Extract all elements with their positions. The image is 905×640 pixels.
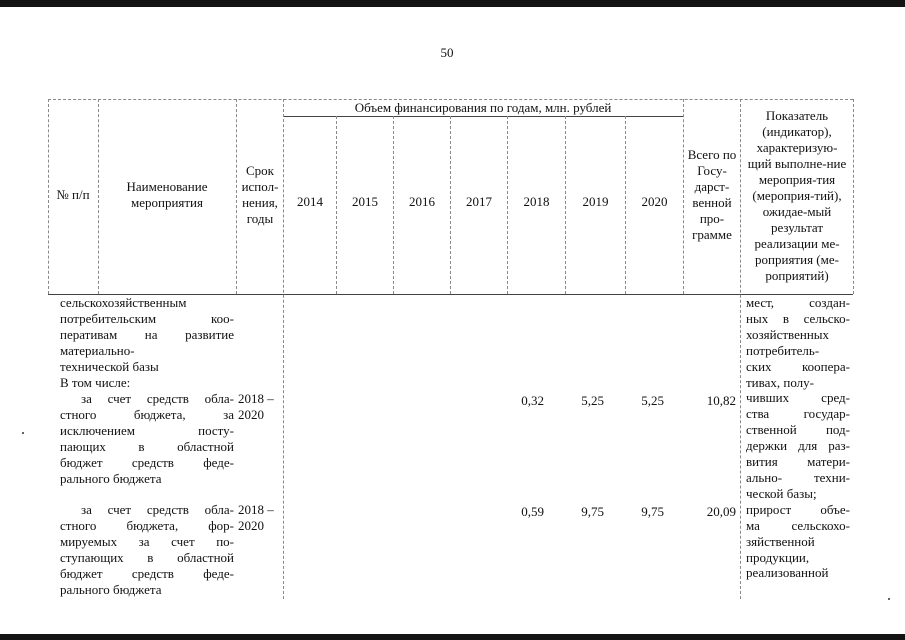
name-line: за счет средств обла-: [81, 391, 234, 406]
indicator-line: ческой базы;: [746, 485, 817, 501]
header-name: [100, 170, 234, 220]
indicator-line: чивших сред-: [746, 390, 850, 406]
name-line: стного бюджета, за: [60, 406, 234, 422]
term-line: 2020: [238, 406, 264, 422]
col-line: [853, 99, 854, 294]
row-2-value-2018: 0,59: [521, 504, 544, 519]
indicator-line: зяйственной: [746, 533, 815, 549]
name-line: пающих в областной: [60, 438, 234, 454]
name-line: мируемых за счет по-: [60, 533, 234, 549]
indicator-line: хозяйственных: [746, 326, 830, 342]
indicator-line: тивах, полу-: [746, 374, 814, 390]
name-line: рального бюджета: [60, 581, 162, 597]
name-line: ступающих в областной: [60, 549, 234, 565]
name-line: за счет средств обла-: [81, 502, 234, 517]
row-1-value-2020: 5,25: [641, 393, 664, 408]
indicator-line: ства государ-: [746, 406, 850, 422]
name-line: потребительским коо-: [60, 310, 234, 326]
indicator-line: ских коопера-: [746, 358, 850, 374]
scan-speck: [22, 432, 24, 434]
header-year-2016: 2016: [409, 194, 435, 209]
indicator-line: вития матери-: [746, 454, 850, 470]
indicator-line: ально- техни-: [746, 469, 850, 485]
header-year-2017: 2017: [466, 194, 492, 209]
row-2-value-2020: 9,75: [641, 504, 664, 519]
row-1-total: 10,82: [706, 393, 736, 408]
header-no: № п/п: [56, 187, 90, 202]
indicator-line: держки для раз-: [746, 438, 850, 454]
name-line: сельскохозяйственным: [60, 295, 187, 310]
page-number: 50: [440, 45, 454, 60]
term-line: 2018 –: [238, 502, 274, 517]
bottom-border: [0, 634, 905, 640]
top-border: [0, 0, 905, 7]
row-2-total: 20,09: [706, 504, 736, 519]
header-total-text: Всего по Госу-дарст-венной про-грамме: [687, 147, 737, 242]
header-year-2019: 2019: [582, 194, 609, 209]
header-year-2018: 2018: [523, 194, 550, 209]
term-line: 2018 –: [238, 391, 274, 406]
scan-speck: [888, 598, 890, 600]
indicator-text: [746, 295, 850, 581]
row-1-term: [238, 391, 274, 423]
name-line: перативам на развитие: [60, 326, 234, 342]
col-line: [236, 99, 237, 294]
measure-name: [60, 295, 234, 390]
indicator-line: продукции,: [746, 549, 810, 565]
row-2-term: [238, 502, 274, 534]
indicator-line: ных в сельско-: [746, 310, 850, 326]
col-line: [283, 99, 284, 599]
indicator-line: ма сельскохо-: [746, 517, 850, 533]
name-line: бюджет средств феде-: [60, 565, 234, 581]
header-year-2015: 2015: [352, 194, 378, 209]
row-2-value-2019: 9,75: [581, 504, 604, 519]
name-line: исключением посту-: [60, 422, 234, 438]
name-line: В том числе:: [60, 374, 131, 390]
header-total: [684, 140, 740, 250]
name-line: бюджет средств феде-: [60, 454, 234, 470]
header-funding-title: Объем финансирования по годам, млн. рублей: [354, 99, 612, 115]
row-1-value-2018: 0,32: [521, 393, 544, 408]
indicator-line: реализованной: [746, 565, 829, 581]
name-line: рального бюджета: [60, 470, 162, 486]
row-2-name: [60, 502, 234, 597]
header-term: [238, 150, 282, 240]
row-1-name: [60, 391, 234, 486]
indicator-line: потребитель-: [746, 342, 820, 358]
indicator-line: мест, создан-: [746, 295, 850, 310]
header-term-text: Срок испол-нения, годы: [241, 163, 279, 226]
col-line: [48, 99, 49, 294]
name-line: стного бюджета, фор-: [60, 517, 234, 533]
term-line: 2020: [238, 517, 264, 533]
funding-sub-line: [283, 116, 683, 117]
header-year-2014: 2014: [297, 194, 323, 209]
row-1-value-2019: 5,25: [581, 393, 604, 408]
col-line: [98, 99, 99, 294]
indicator-line: прирост объе-: [746, 501, 850, 517]
header-year-2020: 2020: [641, 194, 668, 209]
header-indicator-text: Показатель (индикатор), характеризую-щий выполне-ние мероприя-тия (мероприя-тий), ожидае-мый результат реализации ме-роприятия (ме-роприятий): [747, 108, 847, 283]
indicator-line: ственной под-: [746, 422, 850, 438]
header-name-text: Наименование мероприятия: [126, 179, 208, 210]
header-indicator: [741, 99, 853, 293]
name-line: материально-: [60, 342, 135, 358]
name-line: технической базы: [60, 358, 159, 374]
